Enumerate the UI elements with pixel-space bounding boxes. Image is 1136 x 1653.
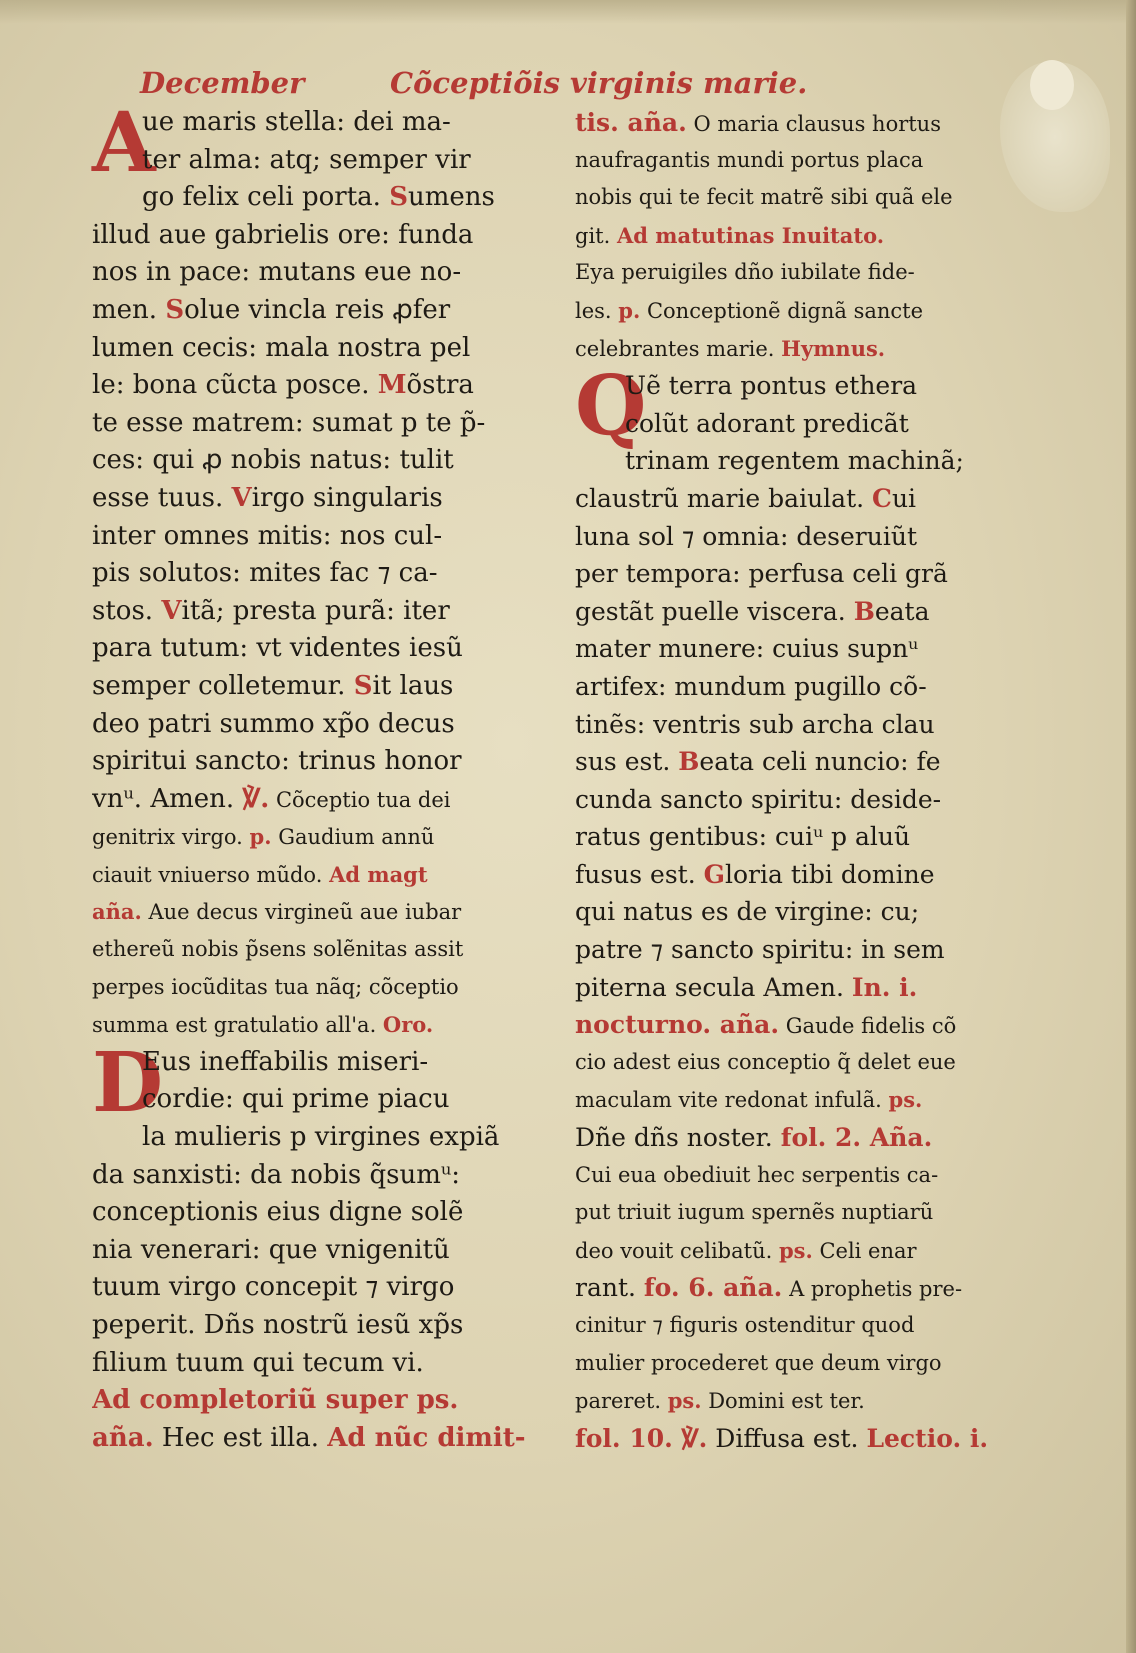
- text-line: [575, 1157, 1015, 1195]
- line-text: cinitur ⁊ figuris ostenditur quod: [575, 1313, 915, 1337]
- text-line: [575, 668, 1015, 706]
- rubric-text: Ad matutinas Inuitato.: [616, 222, 885, 248]
- text-line: [92, 555, 547, 593]
- rubric-text: Oro.: [382, 1012, 434, 1038]
- line-text: put triuit iugum spernẽs nuptiarũ: [575, 1200, 934, 1225]
- text-line: [575, 142, 1015, 180]
- line-text: loria tibi domine: [725, 859, 935, 889]
- rubric-text: C: [872, 483, 892, 513]
- rubric-text: In. i.: [851, 972, 918, 1002]
- line-text: go felix celi porta.: [142, 182, 390, 213]
- line-text: umens: [407, 182, 495, 213]
- line-text: O maria clausus hortus: [686, 112, 941, 136]
- line-text: genitrix virgo.: [92, 825, 250, 850]
- line-text: õstra: [406, 370, 474, 401]
- text-line: [575, 1194, 1015, 1232]
- page-top-edge-shadow: [0, 0, 1136, 24]
- line-text: gestãt puelle viscera.: [575, 596, 854, 626]
- line-text: da sanxisti: da nobis q̃sumᵘ:: [92, 1159, 460, 1190]
- line-text: Conceptionẽ dignã sancte: [640, 298, 924, 323]
- text-line: [575, 254, 1015, 292]
- rubric-text: S: [389, 182, 408, 213]
- line-text: conceptionis eius digne solẽ: [92, 1197, 464, 1228]
- text-line: [575, 217, 1015, 255]
- line-text: trinam regentem machinã;: [625, 446, 964, 476]
- rubric-text: Ad nũc dimit-: [327, 1422, 526, 1453]
- text-line: [92, 1420, 547, 1458]
- text-line: ue maris stella: dei ma-: [142, 107, 451, 137]
- text-line: [142, 1119, 547, 1157]
- text-line: [92, 931, 547, 969]
- text-line: [92, 1194, 547, 1232]
- text-line: Uẽ terra pontus ethera: [625, 371, 918, 401]
- text-line: [575, 969, 1015, 1007]
- line-text: inter omnes mitis: nos cul-: [92, 520, 443, 551]
- rubric-text: ps.: [667, 1388, 702, 1414]
- line-text: Gaude fidelis cõ: [779, 1014, 957, 1039]
- paper-damage-hole: [1030, 60, 1074, 110]
- text-line: [575, 706, 1015, 744]
- line-text: deo patri summo xp̃o decus: [92, 708, 455, 739]
- line-text: mater munere: cuius supnᵘ: [575, 634, 919, 664]
- rubric-text: Ad completoriũ super ps.: [92, 1385, 459, 1416]
- line-text: artifex: mundum pugillo cõ-: [575, 671, 927, 701]
- text-line: [92, 330, 547, 368]
- rubric-text: fol. 10. ℣.: [575, 1423, 708, 1453]
- line-text: mulier procederet que deum virgo: [575, 1350, 942, 1375]
- text-line: [575, 893, 1015, 931]
- line-text: irgo singularis: [251, 482, 443, 513]
- line-text: Diffusa est.: [707, 1423, 867, 1453]
- line-text: nos in pace: mutans eue no-: [92, 257, 462, 288]
- line-text: stos.: [92, 595, 162, 626]
- text-line: [575, 781, 1015, 819]
- text-line: [92, 818, 547, 856]
- line-text: men.: [92, 294, 166, 325]
- line-text: Cõceptio tua dei: [269, 787, 451, 812]
- text-line: [92, 781, 547, 819]
- text-line: [92, 743, 547, 781]
- line-text: patre ⁊ sancto spiritu: in sem: [575, 935, 945, 965]
- line-text: piterna secula Amen.: [575, 972, 852, 1002]
- line-text: ui: [891, 483, 917, 513]
- rubric-text: V: [231, 482, 252, 513]
- line-text: Gaudium annũ: [271, 825, 435, 850]
- rubric-text: S: [165, 294, 185, 325]
- text-line: [575, 1307, 1015, 1345]
- line-text: rant.: [575, 1273, 644, 1303]
- text-line: [92, 1157, 547, 1195]
- line-text: Domini est ter.: [701, 1389, 865, 1414]
- rubric-text: G: [703, 859, 725, 889]
- text-line: [575, 330, 1015, 368]
- line-text: claustrũ marie baiulat.: [575, 483, 873, 513]
- rubric-text: p.: [249, 824, 272, 850]
- rubric-text: Lectio. i.: [866, 1423, 989, 1453]
- text-line: [575, 818, 1015, 856]
- line-text: ces: qui ꝓ nobis natus: tulit: [92, 445, 454, 476]
- text-line: [575, 104, 1015, 142]
- header-feast-title: Cõceptiõis virginis marie.: [390, 66, 808, 100]
- line-text: pis solutos: mites fac ⁊ ca-: [92, 558, 438, 589]
- rubric-text: B: [678, 747, 700, 777]
- line-text: it laus: [372, 670, 454, 701]
- text-line: ter alma: atq; semper vir: [142, 144, 471, 175]
- left-text-column: [92, 95, 547, 1457]
- text-line: [92, 254, 547, 292]
- text-line: [575, 743, 1015, 781]
- text-line: [575, 593, 1015, 631]
- rubric-text: Hymnus.: [781, 335, 886, 361]
- text-line: [575, 555, 1015, 593]
- text-line: [92, 668, 547, 706]
- rubric-text: S: [353, 670, 373, 701]
- bottom-margin: [0, 1500, 1136, 1653]
- line-text: ethereũ nobis p̃sens solẽnitas assit: [92, 937, 464, 962]
- rubric-text: fo. 6. aña.: [643, 1273, 783, 1303]
- line-text: cunda sancto spiritu: deside-: [575, 784, 942, 814]
- line-text: eata celi nuncio: fe: [699, 747, 941, 777]
- line-text: olue vincla reis ꝓfer: [184, 294, 451, 325]
- rubric-text: M: [377, 370, 407, 401]
- rubric-text: ℣.: [242, 783, 270, 814]
- line-text: celebrantes marie.: [575, 336, 782, 361]
- rubric-text: p.: [618, 297, 641, 323]
- text-line: [92, 405, 547, 443]
- text-line: [92, 442, 547, 480]
- rubric-text: B: [853, 596, 875, 626]
- line-text: la mulieris p virgines expiã: [142, 1122, 500, 1153]
- line-text: esse tuus.: [92, 482, 232, 513]
- line-text: luna sol ⁊ omnia: deseruiũt: [575, 521, 917, 551]
- rubric-text: aña.: [92, 899, 142, 925]
- line-text: le: bona cũcta posce.: [92, 370, 378, 401]
- text-line: [575, 1420, 1015, 1458]
- line-text: git.: [575, 223, 617, 248]
- text-line: [575, 292, 1015, 330]
- rubric-text: fol. 2. Aña.: [780, 1123, 933, 1153]
- text-line: [575, 1081, 1015, 1119]
- text-line: Eus ineffabilis miseri-: [142, 1046, 429, 1077]
- text-line: [575, 1044, 1015, 1082]
- text-line: [92, 1006, 547, 1044]
- text-line: [92, 1307, 547, 1345]
- line-text: summa est gratulatio all'a.: [92, 1013, 383, 1038]
- rubric-text: Ad magt: [329, 861, 428, 887]
- line-text: perpes iocũditas tua nãq; cõceptio: [92, 974, 459, 999]
- text-line: [92, 1345, 547, 1383]
- text-line: [92, 1232, 547, 1270]
- rubric-text: tis. aña.: [575, 108, 687, 137]
- line-text: A prophetis pre-: [782, 1277, 963, 1302]
- line-text: maculam vite redonat infulã.: [575, 1088, 889, 1113]
- text-line: [92, 630, 547, 668]
- line-text: ratus gentibus: cuiᵘ p aluũ: [575, 822, 911, 852]
- line-text: Dñe dñs noster.: [575, 1123, 781, 1153]
- line-text: tuum virgo concepit ⁊ virgo: [92, 1272, 455, 1303]
- text-line: [92, 593, 547, 631]
- line-text: peperit. Dñs nostrũ iesũ xp̃s: [92, 1310, 464, 1340]
- line-text: te esse matrem: sumat p te p̃-: [92, 407, 486, 438]
- text-line: cordie: qui prime piacu: [142, 1084, 450, 1115]
- text-line: [625, 442, 1015, 480]
- line-text: pareret.: [575, 1389, 668, 1414]
- text-line: [575, 1232, 1015, 1270]
- text-line: [575, 931, 1015, 969]
- line-text: Eya peruigiles dño iubilate fide-: [575, 260, 915, 285]
- line-text: sus est.: [575, 747, 679, 777]
- line-text: Cui eua obediuit hec serpentis ca-: [575, 1162, 939, 1187]
- text-line: [575, 1006, 1015, 1044]
- line-text: semper colletemur.: [92, 670, 354, 701]
- text-line: [575, 856, 1015, 894]
- line-text: nobis qui te fecit matrẽ sibi quã ele: [575, 185, 953, 210]
- line-text: nia venerari: que vnigenitũ: [92, 1234, 450, 1265]
- line-text: filium tuum qui tecum vi.: [92, 1347, 424, 1378]
- red-initial-letter: D: [92, 1034, 164, 1131]
- red-initial-letter: A: [92, 95, 156, 191]
- rubric-text: ps.: [778, 1237, 813, 1263]
- line-text: tinẽs: ventris sub archa clau: [575, 709, 935, 739]
- rubric-text: aña.: [92, 1422, 154, 1453]
- line-text: cio adest eius conceptio q̃ delet eue: [575, 1049, 956, 1074]
- line-text: per tempora: perfusa celi grã: [575, 559, 948, 589]
- text-line: [92, 969, 547, 1007]
- running-header: [140, 66, 1020, 106]
- text-line: [575, 518, 1015, 556]
- text-line: [575, 1345, 1015, 1383]
- line-text: qui natus es de virgine: cu;: [575, 897, 920, 927]
- rubric-text: V: [161, 595, 182, 626]
- text-line: [575, 480, 1015, 518]
- header-month: December: [140, 66, 305, 100]
- rubric-text: ps.: [888, 1087, 923, 1113]
- text-line: [92, 367, 547, 405]
- line-text: vnᵘ. Amen.: [92, 783, 243, 814]
- right-text-column: [575, 104, 1015, 1457]
- text-line: [575, 630, 1015, 668]
- text-line: [575, 1382, 1015, 1420]
- line-text: illud aue gabrielis ore: funda: [92, 219, 474, 250]
- line-text: itã; presta purã: iter: [181, 595, 450, 626]
- text-line: [142, 179, 547, 217]
- text-line: [92, 292, 547, 330]
- red-initial-letter: Q: [575, 358, 647, 455]
- text-line: [92, 480, 547, 518]
- line-text: deo vouit celibatũ.: [575, 1238, 779, 1263]
- text-line: [575, 1269, 1015, 1307]
- line-text: naufragantis mundi portus placa: [575, 147, 924, 172]
- text-line: [575, 1119, 1015, 1157]
- line-text: fusus est.: [575, 859, 704, 889]
- line-text: para tutum: vt videntes iesũ: [92, 633, 463, 664]
- line-text: lumen cecis: mala nostra pel: [92, 332, 471, 363]
- line-text: Celi enar: [812, 1238, 917, 1263]
- text-line: [92, 518, 547, 556]
- line-text: les.: [575, 298, 619, 323]
- text-line: [92, 706, 547, 744]
- text-line: [92, 893, 547, 931]
- text-line: colũt adorant predicãt: [625, 408, 909, 438]
- text-line: [92, 856, 547, 894]
- line-text: ciauit vniuerso mũdo.: [92, 862, 330, 887]
- text-line: [92, 1269, 547, 1307]
- text-line: [575, 179, 1015, 217]
- page-right-edge-shadow: [1126, 0, 1136, 1653]
- line-text: Aue decus virgineũ aue iubar: [141, 900, 462, 925]
- line-text: Hec est illa.: [153, 1422, 328, 1453]
- line-text: eata: [874, 596, 930, 626]
- text-line: [92, 1382, 547, 1420]
- line-text: spiritui sancto: trinus honor: [92, 746, 462, 777]
- rubric-text: nocturno. aña.: [575, 1010, 780, 1040]
- text-line: [92, 217, 547, 255]
